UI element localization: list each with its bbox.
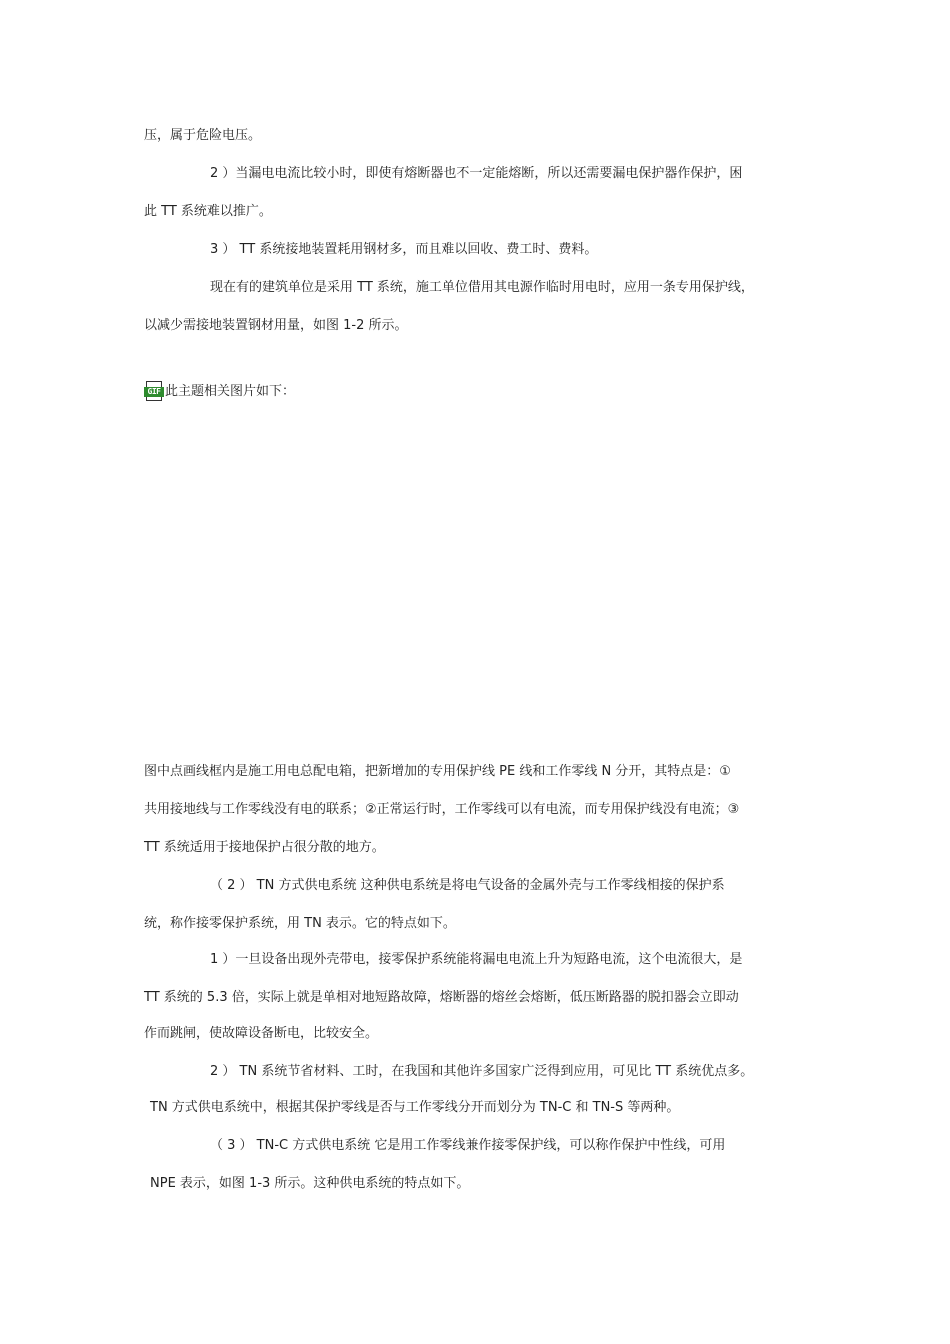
paragraph-line: 图中点画线框内是施工用电总配电箱，把新增加的专用保护线 PE 线和工作零线 N 分开，其特点是：①	[144, 764, 731, 779]
paragraph-line: 3 ） TT 系统接地装置耗用钢材多，而且难以回收、费工时、费料。	[210, 242, 598, 257]
paragraph-line: 2 ）当漏电电流比较小时，即使有熔断器也不一定能熔断，所以还需要漏电保护器作保护，困	[210, 166, 743, 181]
paragraph-line: TT 系统的 5.3 倍，实际上就是单相对地短路故障，熔断器的熔丝会熔断，低压断路器的脱扣器会立即动	[144, 990, 739, 1005]
paragraph-line: 作而跳闸，使故障设备断电，比较安全。	[144, 1026, 379, 1041]
paragraph-line: NPE 表示，如图 1-3 所示。这种供电系统的特点如下。	[150, 1176, 470, 1191]
paragraph-line: TN 方式供电系统中，根据其保护零线是否与工作零线分开而划分为 TN-C 和 TN-S 等两种。	[150, 1100, 680, 1115]
figure-placeholder	[144, 410, 806, 750]
paragraph-line: 1 ）一旦设备出现外壳带电，接零保护系统能将漏电电流上升为短路电流，这个电流很大，是	[210, 952, 743, 967]
paragraph-line: 以减少需接地装置钢材用量，如图 1-2 所示。	[144, 318, 408, 333]
paragraph-line: 压，属于危险电压。	[144, 128, 262, 143]
paragraph-line: 2 ） TN 系统节省材料、工时，在我国和其他许多国家广泛得到应用，可见比 TT 系统优点多。	[210, 1064, 754, 1079]
paragraph-line: TT 系统适用于接地保护占很分散的地方。	[144, 840, 385, 855]
paragraph-line: 共用接地线与工作零线没有电的联系；②正常运行时，工作零线可以有电流，而专用保护线没有电流；③	[144, 802, 740, 817]
paragraph-line: （ 2 ） TN 方式供电系统 这种供电系统是将电气设备的金属外壳与工作零线相接的保护系	[210, 878, 725, 893]
paragraph-line: （ 3 ） TN-C 方式供电系统 它是用工作零线兼作接零保护线，可以称作保护中性线，可用	[210, 1138, 726, 1153]
figure-caption	[144, 380, 295, 404]
paragraph-line: 统，称作接零保护系统，用 TN 表示。它的特点如下。	[144, 916, 456, 931]
paragraph-line: 现在有的建筑单位是采用 TT 系统，施工单位借用其电源作临时用电时，应用一条专用保护线，	[210, 280, 754, 295]
caption-text: 此主题相关图片如下：	[165, 384, 296, 399]
paragraph-line: 此 TT 系统难以推广。	[144, 204, 272, 219]
gif-file-icon[interactable]: GIF	[144, 381, 164, 403]
